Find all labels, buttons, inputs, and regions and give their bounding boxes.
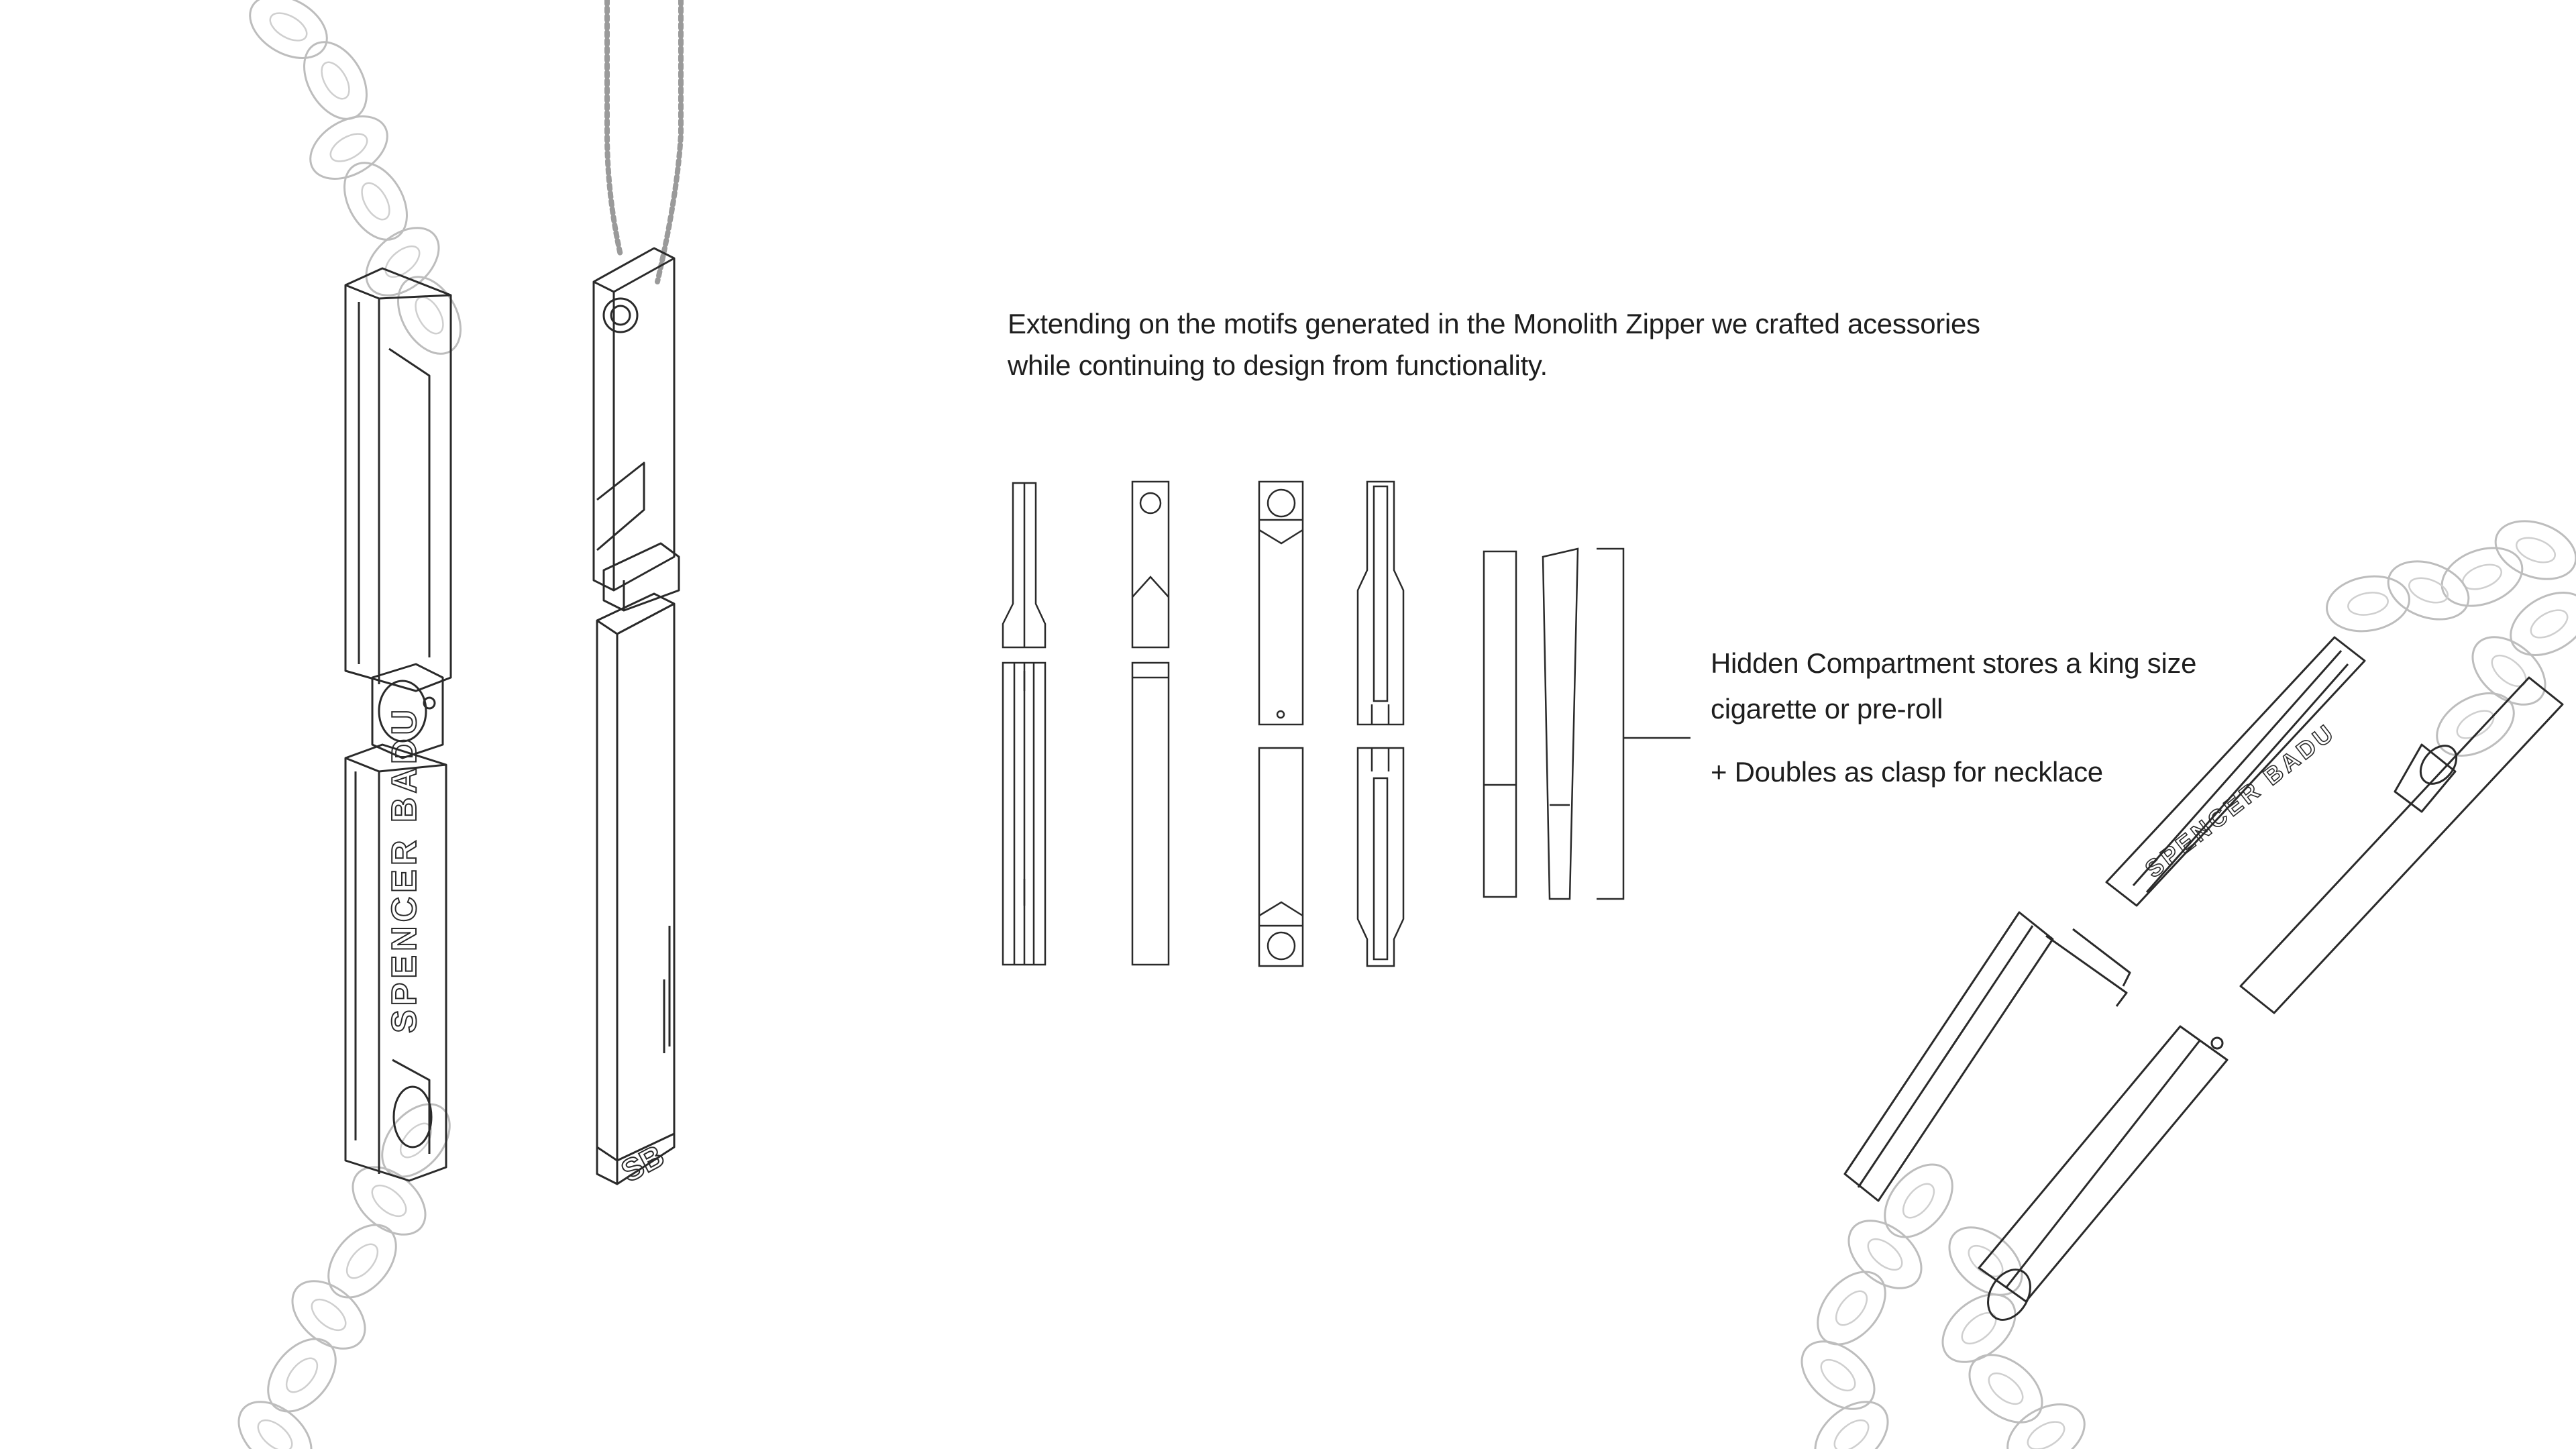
- view-4-side: [1358, 482, 1403, 966]
- ball-chain-pendant: [594, 248, 679, 1184]
- intro-line-2: while continuing to design from functionality.: [1008, 350, 1548, 381]
- left-curb-chain: [226, 0, 474, 1449]
- cigarette-and-preroll: [1484, 549, 1690, 899]
- view-1-side: [1003, 483, 1045, 965]
- pendant-engraving: SPENCER BADU: [385, 705, 424, 1033]
- view-3-back: [1259, 482, 1303, 966]
- pendant-monogram: SB: [615, 1138, 670, 1189]
- intro-paragraph: [1008, 303, 2081, 386]
- callout-line-1: Hidden Compartment stores a king size: [1711, 647, 2197, 679]
- orthographic-views: [1003, 482, 1690, 966]
- intro-line-1: Extending on the motifs generated in the Monolith Zipper we crafted acessories: [1008, 308, 1980, 339]
- hidden-compartment-callout: [1711, 641, 2314, 795]
- callout-line-3: + Doubles as clasp for necklace: [1711, 756, 2103, 788]
- clasp-engraving: SPENCER BADU: [2139, 717, 2341, 883]
- view-2-front: [1132, 482, 1169, 965]
- callout-line-2: cigarette or pre-roll: [1711, 693, 1943, 724]
- ball-chain: [607, 0, 681, 282]
